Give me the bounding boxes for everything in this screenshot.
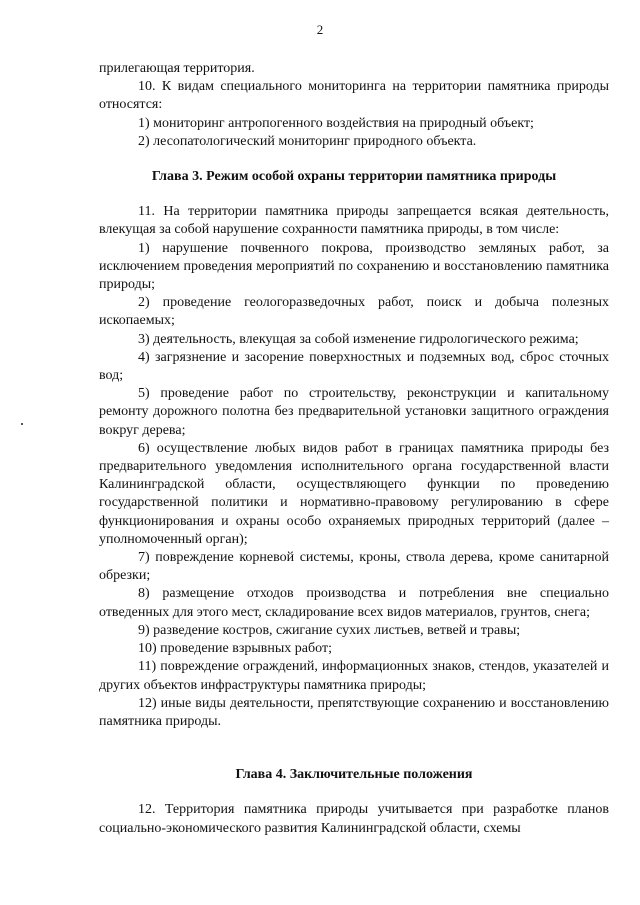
list-item-prohibition-2: 2) проведение геологоразведочных работ, поиск и добыча полезных ископаемых; — [99, 295, 609, 329]
list-item-prohibition-11: 11) повреждение ограждений, информационных знаков, стендов, указателей и других объектов инфраструктуры памятника природы; — [99, 659, 609, 693]
paragraph-final-provisions: 12. Территория памятника природы учитывается при разработке планов социально-экономического развития Калининградской области, схемы — [99, 802, 609, 836]
chapter-3-heading: Глава 3. Режим особой охраны территории памятника природы — [151, 169, 557, 185]
list-item-prohibition-4: 4) загрязнение и засорение поверхностных и подземных вод, сброс сточных вод; — [99, 349, 609, 384]
list-item-monitoring-2: 2) лесопатологический мониторинг природного объекта. — [138, 133, 477, 149]
list-item-prohibition-8: 8) размещение отходов производства и потребления вне специально отведенных для этого мест, складирование всех видов материалов, грунтов, снега; — [99, 586, 609, 620]
paragraph-prohibitions-intro: 11. На территории памятника природы запрещается всякая деятельность, влекущая за собой нарушение сохранности памятника природы, в том числе: — [99, 204, 609, 238]
list-item-prohibition-1: 1) нарушение почвенного покрова, производство земляных работ, за исключением проведения мероприятий по сохранению и восстановлению памятника природы; — [99, 240, 609, 293]
list-item-prohibition-6: 6) осуществление любых видов работ в границах памятника природы без предварительного уведомления исполнительного органа государственной власти Калининградской области, осуществляющего функции по проведению государственной политики и нормативно-правовому регулированию в сфере функционирования и охраны особо охраняемых природных территорий (далее – уполномоченный орган); — [99, 440, 609, 547]
list-item-monitoring-1: 1) мониторинг антропогенного воздействия на природный объект; — [138, 115, 534, 131]
list-item-prohibition-5: 5) проведение работ по строительству, реконструкции и капитальному ремонту дорожного полотна без предварительной установки защитного ограждения вокруг дерева; — [99, 386, 609, 438]
list-item-prohibition-3: 3) деятельность, влекущая за собой изменение гидрологического режима; — [138, 331, 579, 347]
list-item-prohibition-7: 7) повреждение корневой системы, кроны, ствола дерева, кроме санитарной обрезки; — [99, 550, 609, 584]
list-item-prohibition-9: 9) разведение костров, сжигание сухих листьев, ветвей и травы; — [138, 622, 521, 638]
paragraph-monitoring-types: 10. К видам специального мониторинга на территории памятника природы относятся: — [99, 79, 609, 113]
page-number: 2 — [316, 22, 324, 37]
scan-artifact — [21, 423, 23, 425]
list-item-prohibition-12: 12) иные виды деятельности, препятствующие сохранению и восстановлению памятника природы. — [99, 695, 609, 729]
paragraph-continuation: прилегающая территория. — [99, 61, 255, 76]
document-body — [99, 60, 609, 838]
list-item-prohibition-10: 10) проведение взрывных работ; — [138, 641, 332, 657]
chapter-4-heading: Глава 4. Заключительные положения — [235, 767, 473, 783]
